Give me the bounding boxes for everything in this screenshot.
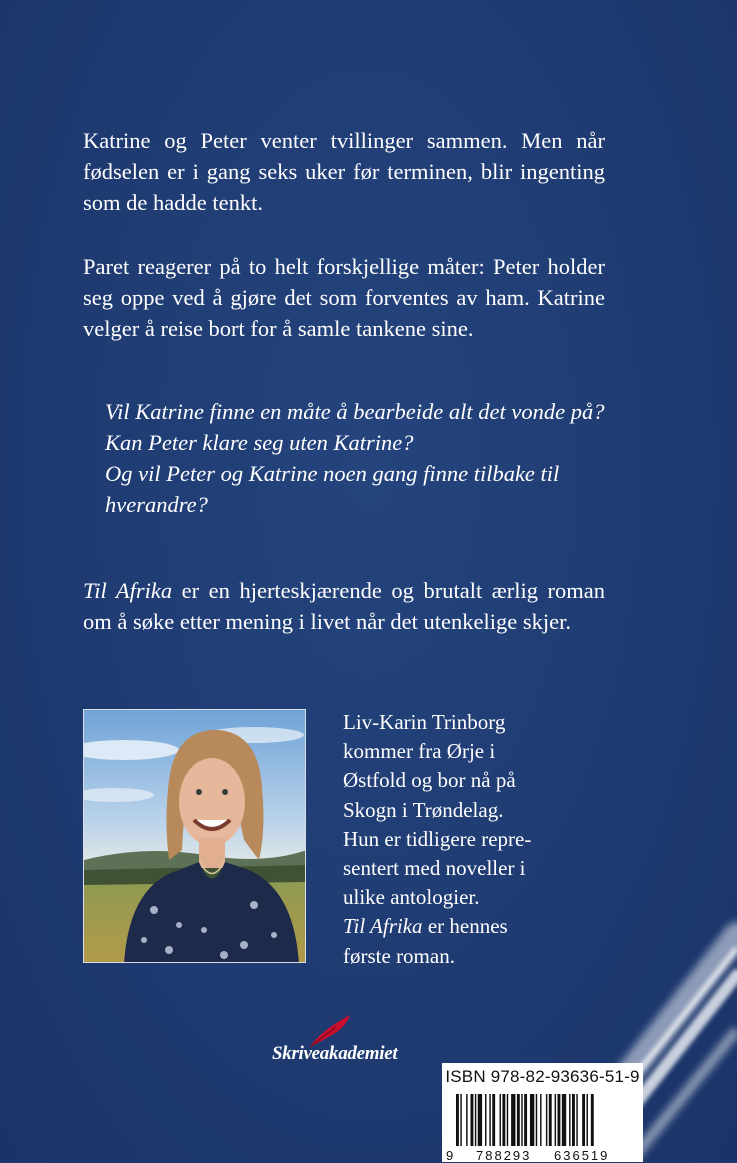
bio-line: første roman. bbox=[343, 943, 455, 968]
question-3: Og vil Peter og Katrine noen gang finne tilbake til hverandre? bbox=[105, 461, 560, 517]
bio-line-rest: er hennes bbox=[422, 914, 508, 939]
question-2: Kan Peter klare seg uten Katrine? bbox=[105, 430, 414, 455]
question-1: Vil Katrine finne en måte å bearbeide alt det vonde på? bbox=[105, 399, 605, 424]
bio-line: Hun er tidligere repre- bbox=[343, 826, 532, 851]
bio-line: Liv-Karin Trinborg bbox=[343, 710, 506, 734]
barcode-bar bbox=[546, 1094, 547, 1146]
barcode-bar bbox=[521, 1094, 522, 1146]
isbn-barcode-box bbox=[442, 1063, 643, 1162]
barcode-bar bbox=[576, 1094, 577, 1146]
bio-line: Skogn i Trøndelag. bbox=[343, 797, 504, 822]
barcode-digit-first: 9 bbox=[446, 1148, 454, 1163]
barcode-bar bbox=[587, 1094, 588, 1146]
book-title: Til Afrika bbox=[83, 578, 173, 603]
barcode-bar bbox=[562, 1094, 566, 1146]
barcode-bar bbox=[511, 1094, 515, 1146]
publisher-name: Skriveakademiet bbox=[272, 1043, 398, 1064]
barcode-bar bbox=[555, 1094, 556, 1146]
barcode-bar bbox=[485, 1094, 486, 1146]
author-photo bbox=[83, 709, 306, 963]
bio-line: sentert med noveller i bbox=[343, 856, 526, 881]
barcode-bar bbox=[530, 1094, 534, 1146]
closing-text: er en hjerteskjærende og brutalt ærlig roman om å søke etter mening i livet når det utenkelige skjer. bbox=[83, 578, 605, 634]
barcode bbox=[454, 1094, 634, 1154]
barcode-bar bbox=[466, 1094, 467, 1146]
question-block bbox=[105, 396, 605, 520]
barcode-bar bbox=[475, 1094, 476, 1146]
barcode-bar bbox=[471, 1094, 474, 1146]
barcode-bar bbox=[478, 1094, 482, 1146]
barcode-bar bbox=[536, 1094, 537, 1146]
bio-book-title: Til Afrika bbox=[343, 914, 423, 939]
barcode-bar bbox=[572, 1094, 575, 1146]
description-paragraph-2: Paret reagerer på to helt forskjellige måter: Peter holder seg oppe ved å gjøre det som forventes av ham. Katrine velger å reise bort for å samle tankene sine. bbox=[83, 254, 605, 341]
barcode-bar bbox=[569, 1094, 570, 1146]
barcode-bar bbox=[558, 1094, 561, 1146]
barcode-bar bbox=[517, 1094, 520, 1146]
barcode-bar bbox=[549, 1094, 552, 1146]
author-bio bbox=[343, 708, 613, 971]
bio-line: kommer fra Ørje i bbox=[343, 739, 496, 764]
barcode-bar bbox=[492, 1094, 495, 1146]
barcode-bar bbox=[507, 1094, 508, 1146]
barcode-bar bbox=[489, 1094, 490, 1146]
barcode-bar bbox=[460, 1094, 461, 1146]
barcode-digits-left: 788293 bbox=[476, 1148, 532, 1163]
barcode-bar bbox=[591, 1094, 594, 1146]
barcode-bar bbox=[502, 1094, 505, 1146]
isbn-number: ISBN 978-82-93636-51-9 bbox=[445, 1067, 640, 1086]
publisher-logo bbox=[272, 1013, 398, 1073]
bio-line: ulike antologier. bbox=[343, 885, 480, 910]
description-paragraph-1: Katrine og Peter venter tvillinger sammen. Men når fødselen er i gang seks uker før terminen, blir ingenting som de hadde tenkt. bbox=[83, 128, 605, 215]
barcode-bar bbox=[540, 1094, 541, 1146]
barcode-bar bbox=[500, 1094, 501, 1146]
barcode-bar bbox=[582, 1094, 585, 1146]
barcode-bar bbox=[456, 1094, 459, 1146]
closing-paragraph bbox=[83, 575, 605, 637]
barcode-bar bbox=[524, 1094, 527, 1146]
barcode-digits-right: 636519 bbox=[554, 1148, 610, 1163]
bio-line bbox=[343, 912, 613, 941]
bio-line: Østfold og bor nå på bbox=[343, 768, 516, 793]
